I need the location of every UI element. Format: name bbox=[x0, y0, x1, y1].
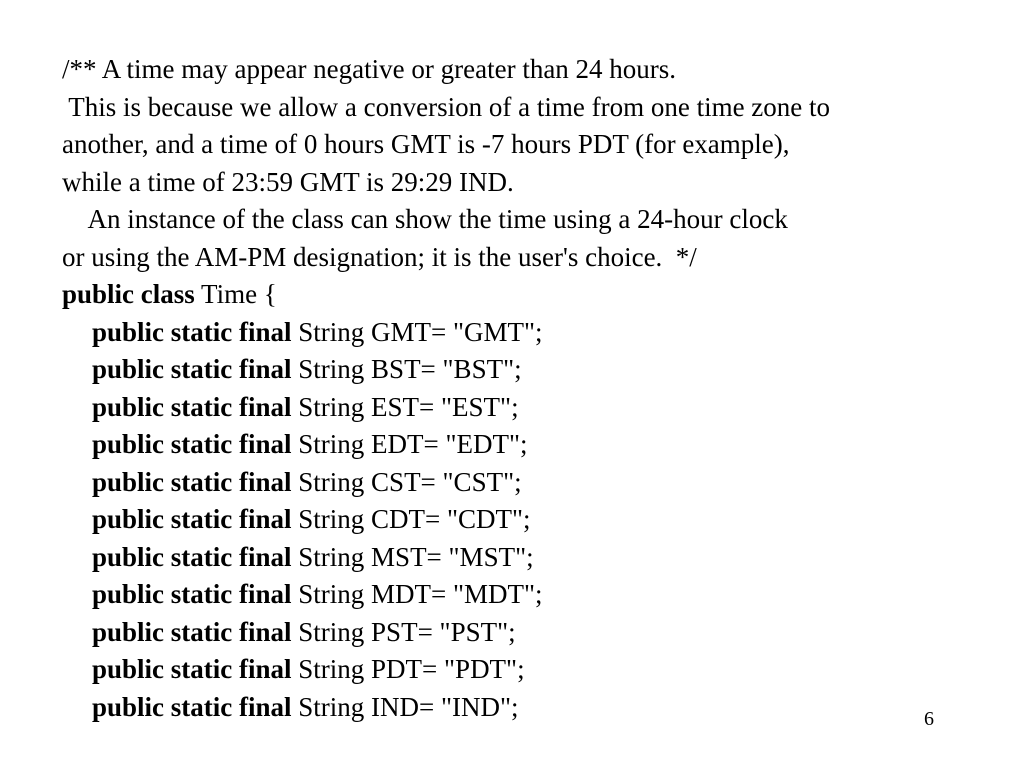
field-declaration-line bbox=[62, 389, 1002, 427]
field-keywords: public static final bbox=[92, 654, 292, 684]
class-name: Time { bbox=[194, 279, 277, 309]
field-list bbox=[62, 314, 1002, 727]
field-declaration-line bbox=[62, 539, 1002, 577]
class-declaration-line bbox=[62, 276, 1002, 314]
comment-line-3: another, and a time of 0 hours GMT is -7 hours PDT (for example), bbox=[62, 129, 790, 159]
field-declaration-line bbox=[62, 689, 1002, 727]
slide-number: 6 bbox=[924, 708, 934, 730]
field-declaration-line bbox=[62, 614, 1002, 652]
field-keywords: public static final bbox=[92, 579, 292, 609]
comment-line-4: while a time of 23:59 GMT is 29:29 IND. bbox=[62, 166, 514, 197]
field-declaration: String IND= "IND"; bbox=[291, 691, 519, 722]
field-keywords: public static final bbox=[92, 391, 292, 422]
field-declaration: String PDT= "PDT"; bbox=[291, 654, 525, 684]
field-declaration: String MST= "MST"; bbox=[291, 541, 534, 572]
field-declaration: String BST= "BST"; bbox=[291, 354, 522, 384]
field-keywords: public static final bbox=[92, 316, 292, 347]
field-declaration-line bbox=[62, 576, 1002, 614]
field-declaration: String GMT= "GMT"; bbox=[291, 316, 543, 347]
field-declaration-line bbox=[62, 464, 1002, 502]
class-keywords: public class bbox=[62, 279, 195, 309]
field-keywords: public static final bbox=[92, 466, 292, 497]
field-keywords: public static final bbox=[92, 616, 292, 647]
field-declaration: String EDT= "EDT"; bbox=[291, 429, 528, 459]
comment-line-5: An instance of the class can show the time using a 24-hour clock bbox=[62, 204, 788, 234]
field-declaration-line bbox=[62, 314, 1002, 352]
field-keywords: public static final bbox=[92, 504, 292, 534]
field-declaration-line bbox=[62, 651, 1002, 689]
field-keywords: public static final bbox=[92, 354, 292, 384]
comment-line-2: This is because we allow a conversion of a time from one time zone to bbox=[62, 91, 831, 122]
field-declaration: String EST= "EST"; bbox=[291, 391, 519, 422]
code-block bbox=[62, 51, 1002, 726]
field-keywords: public static final bbox=[92, 429, 292, 459]
field-declaration-line bbox=[62, 501, 1002, 539]
field-declaration-line bbox=[62, 426, 1002, 464]
field-declaration: String MDT= "MDT"; bbox=[291, 579, 543, 609]
field-keywords: public static final bbox=[92, 541, 292, 572]
field-declaration: String CDT= "CDT"; bbox=[291, 504, 531, 534]
field-keywords: public static final bbox=[92, 691, 292, 722]
field-declaration: String CST= "CST"; bbox=[291, 466, 522, 497]
field-declaration: String PST= "PST"; bbox=[291, 616, 516, 647]
comment-line-6: or using the AM-PM designation; it is the user's choice. */ bbox=[62, 241, 697, 272]
field-declaration-line bbox=[62, 351, 1002, 389]
comment-line-1: /** A time may appear negative or greater than 24 hours. bbox=[62, 54, 677, 84]
